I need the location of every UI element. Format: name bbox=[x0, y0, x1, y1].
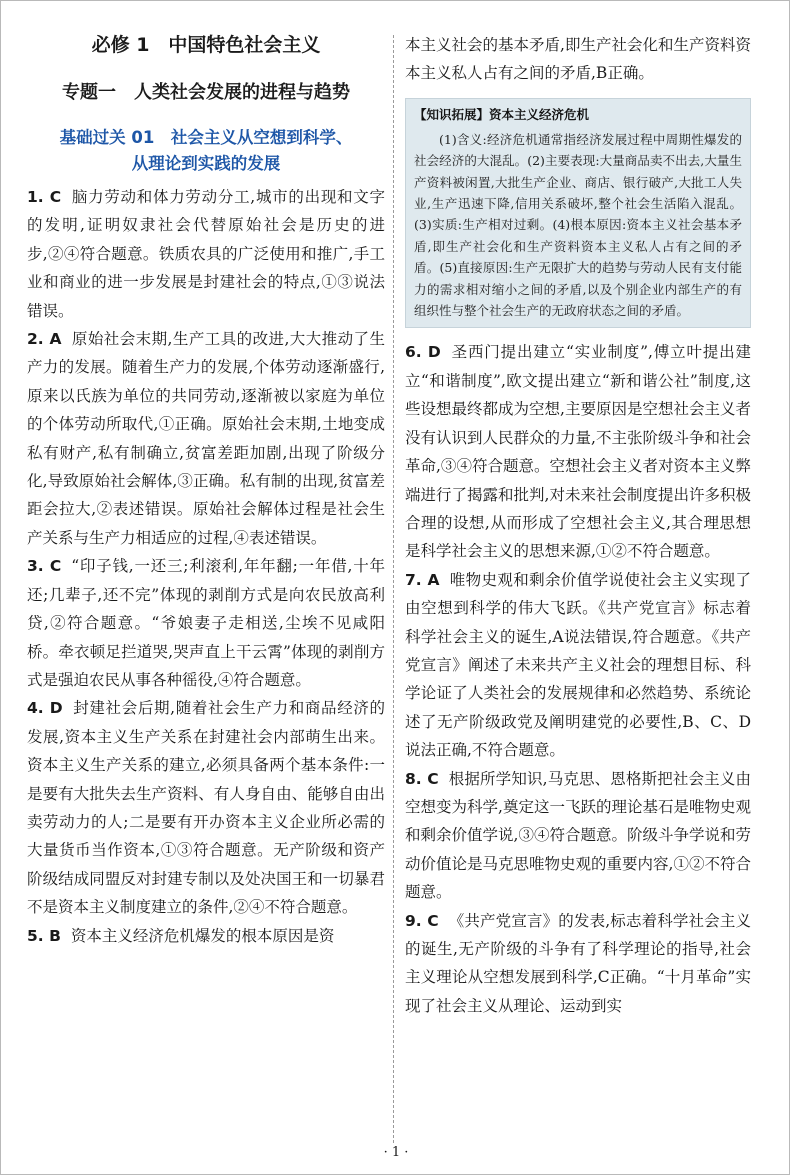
answer-item bbox=[27, 325, 385, 552]
module-title: 必修 1 中国特色社会主义 bbox=[91, 34, 321, 56]
answer-item bbox=[405, 765, 751, 907]
answer-number: 2. A bbox=[27, 330, 62, 349]
answer-item bbox=[405, 907, 751, 1021]
page-number: · 1 · bbox=[383, 1145, 409, 1160]
answer-item bbox=[27, 922, 385, 950]
knowledge-box-body: (1)含义:经济危机通常指经济发展过程中周期性爆发的社会经济的大混乱。(2)主要表现:大量商品卖不出去,大量生产资料被闲置,大批生产企业、商店、银行破产,大批工人失业,生产迅速下降,信用关系破坏,整个社会生活陷入混乱。(3)实质:生产相对过剩。(4)根本原因:资本主义社会基本矛盾,即生产社会化和生产资料资本主义私人占有之间的矛盾。(5)直接原因:生产无限扩大的趋势与劳动人民有支付能力的需求相对缩小之间的矛盾,以及个别企业内部生产的有组织性与整个社会生产的无政府状态之间的矛盾。 bbox=[414, 131, 742, 319]
answer-text: 《共产党宣言》的发表,标志着科学社会主义的诞生,无产阶级的斗争有了科学理论的指导,社会主义理论从空想发展到科学,C正确。“十月革命”实现了社会主义从理论、运动到实 bbox=[405, 911, 751, 1015]
answer-number: 5. B bbox=[27, 926, 61, 945]
answer-number: 1. C bbox=[27, 188, 62, 206]
answer-number: 8. C bbox=[405, 769, 439, 788]
topic-title: 专题一 人类社会发展的进程与趋势 bbox=[62, 82, 350, 103]
knowledge-box-title: 【知识拓展】资本主义经济危机 bbox=[414, 106, 590, 122]
answer-item bbox=[27, 552, 385, 694]
answer-number: 7. A bbox=[405, 570, 440, 589]
answer-number: 4. D bbox=[27, 699, 63, 718]
right-column bbox=[405, 31, 751, 1020]
answer-text: 唯物史观和剩余价值学说使社会主义实现了由空想到科学的伟大飞跃。《共产党宣言》标志着科学社会主义的诞生,A说法错误,符合题意。《共产党宣言》阐述了未来共产主义社会的理想目标、科学论证了人类社会的发展规律和必然趋势、系统论述了无产阶级政党及阐明建党的必要性,B、C、D说法正确,不符合题意。 bbox=[405, 570, 751, 760]
answer-item bbox=[27, 183, 385, 325]
section-title-text bbox=[60, 128, 353, 173]
answer-text: 资本主义经济危机爆发的根本原因是资 bbox=[70, 926, 335, 945]
knowledge-extension-box bbox=[405, 98, 751, 329]
answer-item bbox=[405, 338, 751, 565]
answer-text: “印子钱,一还三;利滚利,年年翻;一年借,十年还;几辈子,还不完”体现的剥削方式是向农民放高利贷,②符合题意。“爷娘妻子走相送,尘埃不见咸阳桥。牵衣顿足拦道哭,哭声直上干云霄”体现的剥削方式是强迫农民从事各种徭役,④符合题意。 bbox=[27, 557, 385, 689]
answer-text: 原始社会末期,生产工具的改进,大大推动了生产力的发展。随着生产力的发展,个体劳动逐渐盛行,原来以氏族为单位的共同劳动,逐渐被以家庭为单位的个体劳动所取代,①正确。原始社会末期,土地变成私有财产,私有制确立,贫富差距加剧,出现了阶级分化,导致原始社会解体,③正确。私有制的出现,贫富差距会拉大,②表述错误。原始社会解体过程是社会生产关系与生产力相适应的过程,④表述错误。 bbox=[27, 330, 385, 547]
answer-text: 脑力劳动和体力劳动分工,城市的出现和文字的发明,证明奴隶社会代替原始社会是历史的进步,②④符合题意。铁质农具的广泛使用和推广,手工业和商业的进一步发展是封建社会的特点,①③说法错误。 bbox=[27, 188, 385, 320]
answer-number: 3. C bbox=[27, 557, 62, 576]
answer-number: 9. C bbox=[405, 911, 439, 930]
column-divider bbox=[393, 35, 394, 1143]
answer-item bbox=[27, 694, 385, 921]
answer-text: 封建社会后期,随着社会生产力和商品经济的发展,资本主义生产关系在封建社会内部萌生出来。资本主义生产关系的建立,必须具备两个基本条件:一是要有大批失去生产资料、有人身自由、能够自由出卖劳动力的人;二是要有开办资本主义企业所必需的大量货币当作资本,①③符合题意。无产阶级和资产阶级结成同盟反对封建专制以及处决国王和一切暴君不是资本主义制度建立的条件,②④不符合题意。 bbox=[27, 699, 385, 917]
section-title bbox=[27, 125, 385, 177]
answer-text: 根据所学知识,马克思、恩格斯把社会主义由空想变为科学,奠定这一飞跃的理论基石是唯物史观和剩余价值学说,③④符合题意。阶级斗争学说和劳动价值论是马克思唯物史观的重要内容,①②不符合题意。 bbox=[405, 769, 751, 902]
answer-text: 圣西门提出建立“实业制度”,傅立叶提出建立“和谐制度”,欧文提出建立“新和谐公社”制度,这些设想最终都成为空想,主要原因是空想社会主义者没有认识到人民群众的力量,不主张阶级斗争和社会革命,③④符合题意。空想社会主义者对资本主义弊端进行了揭露和批判,对未来社会制度提出许多积极合理的设想,从而形成了空想社会主义,其合理思想是科学社会主义的思想来源,①②不符合题意。 bbox=[405, 343, 751, 561]
answer-item bbox=[405, 566, 751, 765]
section-title-line: 基础过关 01 社会主义从空想到科学、 bbox=[59, 128, 353, 147]
answer-continuation: 本主义社会的基本矛盾,即生产社会化和生产资料资本主义私人占有之间的矛盾,B正确。 bbox=[405, 36, 751, 83]
answer-number: 6. D bbox=[405, 343, 441, 362]
section-title-line: 从理论到实践的发展 bbox=[131, 154, 281, 173]
left-column bbox=[27, 31, 385, 950]
